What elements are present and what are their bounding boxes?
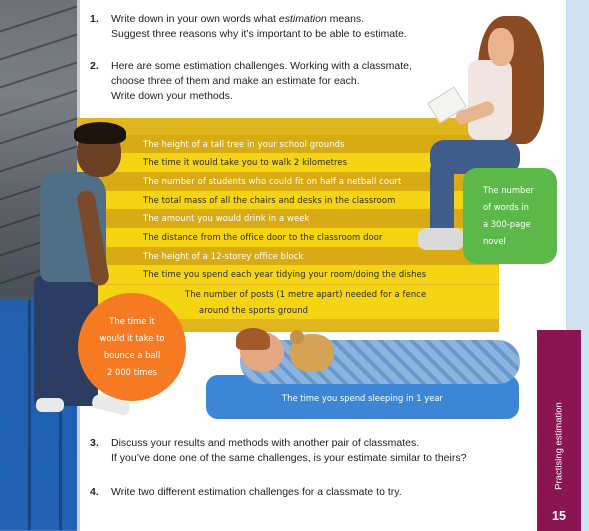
- question-line: choose three of them and make an estimate for each.: [111, 75, 360, 87]
- section-title: Practising estimation: [553, 402, 565, 490]
- question-line: Write down in your own words what estimation means.: [111, 13, 365, 25]
- question-3: [90, 436, 467, 466]
- question-line: Write two different estimation challenges for a classmate to try.: [111, 486, 402, 498]
- question-number: 2.: [90, 60, 99, 72]
- challenge-text: The height of a 12-storey office block: [143, 251, 304, 261]
- novel-words-callout: The number of words in a 300-page novel: [463, 168, 557, 264]
- challenge-strip: [77, 265, 499, 284]
- challenge-text: The number of students who could fit on half a netball court: [143, 176, 402, 186]
- question-line: Suggest three reasons why it’s important to be able to estimate.: [111, 28, 407, 40]
- question-line: Write down your methods.: [111, 90, 233, 102]
- challenge-text: The amount you would drink in a week: [143, 213, 310, 223]
- sleep-callout-text: The time you spend sleeping in 1 year: [282, 393, 443, 403]
- girl-shoe: [418, 228, 464, 250]
- question-line: Here are some estimation challenges. Working with a classmate,: [111, 60, 412, 72]
- question-number: 1.: [90, 13, 99, 25]
- question-line: Discuss your results and methods with another pair of classmates.: [111, 437, 420, 449]
- girl-face: [488, 28, 514, 66]
- question-4: [90, 485, 402, 500]
- question-1: [90, 12, 407, 42]
- sleeping-child-hair: [236, 328, 270, 350]
- challenge-text: The height of a tall tree in your school grounds: [143, 139, 345, 149]
- boy-hair: [74, 122, 126, 144]
- girl-leg: [430, 160, 454, 236]
- question-number: 4.: [90, 486, 99, 498]
- boy-shoe: [36, 398, 64, 412]
- teddy-bear-ear: [290, 330, 304, 344]
- girl-top: [468, 60, 512, 140]
- bounce-ball-callout: The time it would it take to bounce a ball 2 000 times: [78, 293, 186, 401]
- question-number: 3.: [90, 437, 99, 449]
- challenge-text: The distance from the office door to the classroom door: [143, 232, 383, 242]
- challenge-text: The total mass of all the chairs and desks in the classroom: [143, 195, 396, 205]
- emphasis-word: estimation: [278, 13, 327, 25]
- section-tab: [537, 330, 581, 531]
- page-number: 15: [552, 509, 566, 523]
- challenge-text: The time you spend each year tidying your room/doing the dishes: [143, 269, 427, 279]
- challenge-text: The number of posts (1 metre apart) needed for a fence around the sports ground: [185, 289, 427, 315]
- question-line: If you’ve done one of the same challenges, is your estimate similar to theirs?: [111, 452, 467, 464]
- question-2: [90, 59, 412, 104]
- challenge-text: The time it would take you to walk 2 kilometres: [143, 157, 348, 167]
